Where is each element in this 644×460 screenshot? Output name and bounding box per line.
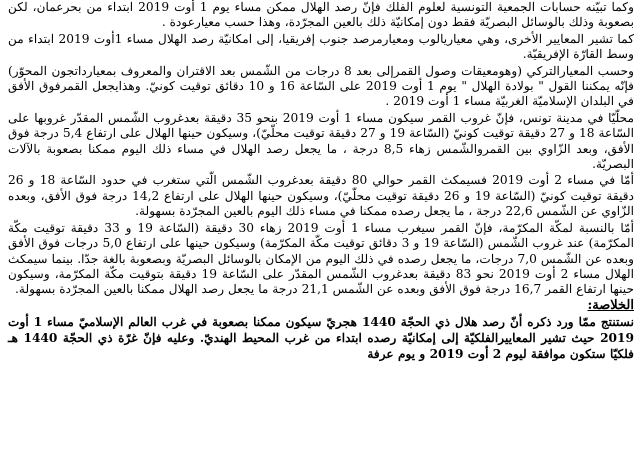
paragraph-visibility-intro: وكما تبيّنه حسابات الجمعية التونسية لعلوم الفلك فإنّ رصد الهلال ممكن مساء يوم 1 أوت 2019 ابتداء من بحرعمان، لكن بصعوبة وذلك بالوسائل البصريّة فقط دون إمكانيّة ذلك بالعين المجرّدة، وهذا حسب معيارعودة .	[8, 0, 634, 30]
paragraph-tunis-aug-2: أمّا في مساء 2 أوت 2019 فسيمكث القمر حوالي 80 دقيقة بعدغروب الشّمس الّتي ستغرب في حدود السّاعة 18 و 26 دقيقة توقيت كونيّ (السّاعة 19 و 26 دقيقة توقيت محلّيّ)، وسيكون حينها الهلال على ارتفاع 14,2 درجة فوق الأفق، وبعده الزّاوي عن الشّمس 22,6 درجة ، ما يجعل رصده ممكنا في مساء ذلك اليوم بالعين المجرّدة بسهولة.	[8, 173, 635, 219]
paragraph-mecca: أمّا بالنسبة لمكّة المكرّمة، فإنّ القمر سيغرب مساء 1 أوت 2019 زهاء 30 دقيقة (السّاعة 19 و 33 دقيقة توقيت مكّة المكرّمة) عند غروب الشّمس (السّاعة 19 و 3 دقائق توقيت مكّة المكرّمة) وسيكون حينها على ارتفاع 5,0 درجات فوق الأفق وبعده عن الشّمس 7,0 درجات، ما يجعل رصده في ذلك اليوم من الإمكان بالوسائل البصريّة وبصعوبة بالغة جدّا. بينما سيمكث الهلال مساء 2 أوت 2019 نحو 83 دقيقة بعدغروب الشّمس المقدّر على السّاعة 19 دقيقة بتوقيت مكّة المكرّمة، وسيكون حينها ارتفاع القمر 16,7 درجة فوق الأفق وبعده عن الشّمس 21,1 درجة ما يجعل رصد الهلال ممكنا بالعين المجرّدة بسهولة.	[8, 220, 635, 297]
paragraph-turkish-criterion: وحسب المعيارالتركي (وهومعيقات وصول القمرإلى بعد 8 درجات من الشّمس بعد الاقتران والمعروف بمعيارداتجون المحوّر) فإنّه يمكننا القول " بولادة الهلال " يوم 1 أوت 2019 على السّاعة 16 و 10 دقائق توقيت كونيّ. وهذايجعل القمرفوق الأفق في البلدان الإسلاميّة الغربيّة مساء 1 أوت 2019 .	[8, 63, 634, 109]
paragraph-tunis-aug-1: محلّيّا في مدينة تونس، فإنّ غروب القمر سيكون مساء 1 أوت 2019 بنحو 35 دقيقة بعدغروب الشّمس المقدّر غروبها على السّاعة 18 و 27 دقيقة توقيت كونيّ (السّاعة 19 و 27 دقيقة توقيت محلّيّ)، وسيكون حينها الهلال على ارتفاع 5,4 درجة فوق الأفق، وبعد الزّاوي بين القمروالشّمس زهاء 8,5 درجة ، ما يجعل رصد الهلال في مساء ذلك اليوم ممكنا بصعوبة بالآلات البصريّة.	[8, 110, 635, 172]
paragraph-other-criteria: كما تشير المعايير الأخرى، وهي معياريالوب ومعيارمرصد جنوب إفريقيا، إلى امكانيّة رصد الهلال مساء 1أوت 2019 ابتداء من وسط القارّة الإفريقيّة.	[8, 31, 634, 62]
summary-heading: الخلاصة:	[587, 297, 634, 313]
summary-text: نستنتج ممّا ورد ذكره أنّ رصد هلال ذي الحجّة 1440 هجريّ سيكون ممكنا بصعوبة في غرب العالم الإسلاميّ مساء 1 أوت 2019 حيث تشير المعاييرالفلكيّة إلى إمكانيّة رصده ابتداء من غرب المحيط الهنديّ. وعليه فإنّ غرّة ذي الحجّة 1440 هـ فلكيّا ستكون موافقة ليوم 2 أوت 2019 و يوم عرفة	[8, 314, 634, 361]
